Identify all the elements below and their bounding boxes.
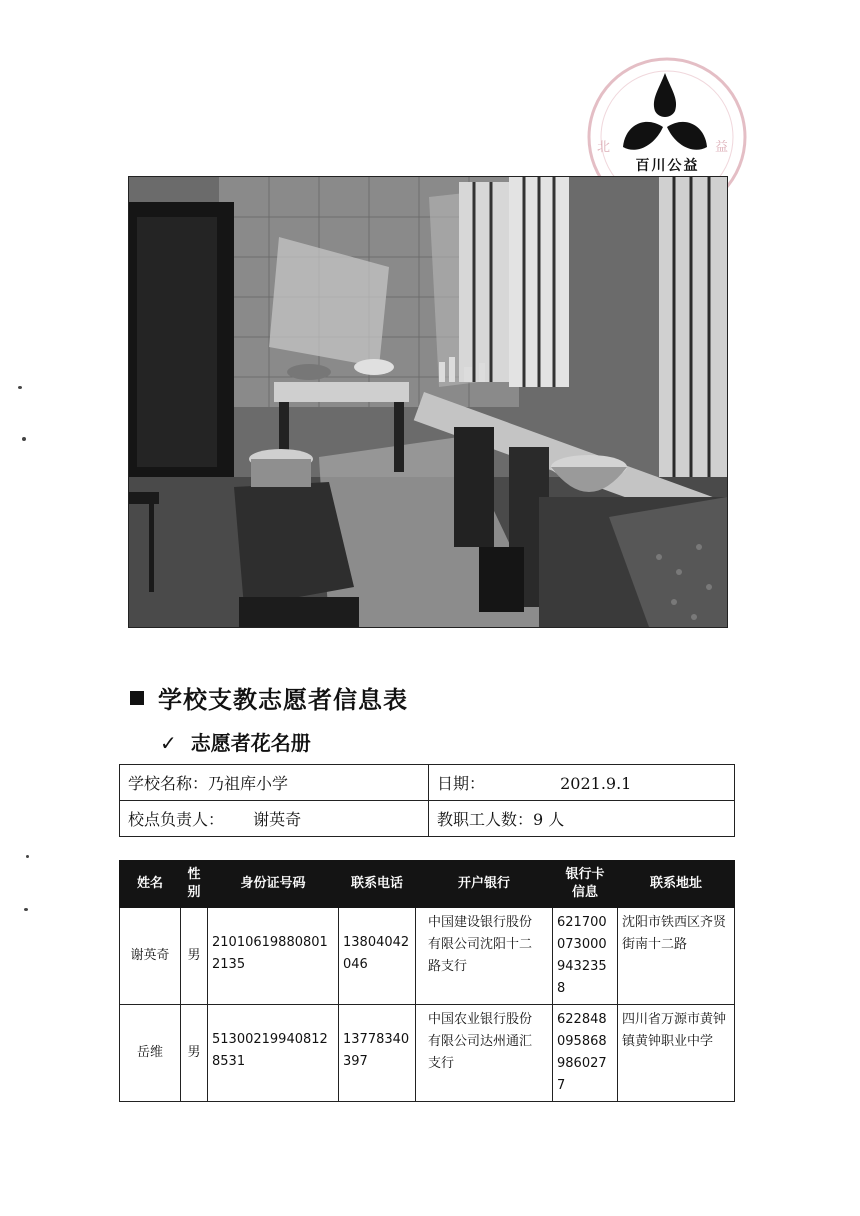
cell-address: 沈阳市铁西区齐贤街南十二路 [618,908,735,1005]
header-bank: 开户银行 [416,861,553,908]
info-row [120,765,735,801]
header-address: 联系地址 [618,861,735,908]
school-info-table [119,764,735,837]
date-value: 2021.9.1 [560,774,632,793]
date-label: 日期： [437,774,486,793]
cell-id-number: 210106198808012135 [208,908,339,1005]
school-label: 学校名称： [128,774,209,793]
leader-label: 校点负责人： [128,810,225,829]
checkmark-icon: ✓ [160,731,177,755]
scan-speck [18,386,22,389]
seal-text: 百川公益 [635,158,700,174]
square-bullet-icon [130,691,144,705]
cell-id-number: 513002199408128531 [208,1005,339,1102]
header-name: 姓名 [120,861,181,908]
header-phone: 联系电话 [339,861,416,908]
cell-card: 6217000730009432358 [553,908,618,1005]
cell-name: 岳维 [120,1005,181,1102]
section-title-text: 学校支教志愿者信息表 [158,686,408,714]
roster-header-row [120,861,735,908]
scan-speck [26,855,29,858]
info-row [120,801,735,837]
header-id-number: 身份证号码 [208,861,339,908]
scan-speck [24,908,28,911]
svg-text:益: 益 [715,140,729,155]
cell-phone: 13804042046 [339,908,416,1005]
leader-value: 谢英奇 [253,810,302,829]
cell-bank: 中国农业银行股份有限公司达州通汇支行 [416,1005,553,1102]
staff-cell [429,801,735,837]
header-gender-text: 性别 [187,867,201,900]
school-name-cell [120,765,429,801]
header-card [553,861,618,908]
cell-name: 谢英奇 [120,908,181,1005]
cell-phone: 13778340397 [339,1005,416,1102]
table-row [120,908,735,1005]
svg-text:北: 北 [597,140,611,155]
sub-title [160,727,311,756]
school-value: 乃祖库小学 [208,774,289,793]
staff-label: 教职工人数： [437,810,534,829]
leader-cell [120,801,429,837]
cell-card: 6228480958689860277 [553,1005,618,1102]
header-card-text: 银行卡信息 [565,867,605,900]
cell-bank: 中国建设银行股份有限公司沈阳十二路支行 [416,908,553,1005]
table-row [120,1005,735,1102]
section-title [130,680,408,715]
kitchen-photo [128,176,728,628]
date-cell [429,765,735,801]
cell-gender: 男 [181,908,208,1005]
sub-title-text: 志愿者花名册 [190,731,311,755]
scan-speck [22,437,26,441]
volunteer-roster-table [119,860,735,1102]
header-gender [181,861,208,908]
cell-gender: 男 [181,1005,208,1102]
staff-value: 9 人 [533,810,565,829]
cell-address: 四川省万源市黄钟镇黄钟职业中学 [618,1005,735,1102]
